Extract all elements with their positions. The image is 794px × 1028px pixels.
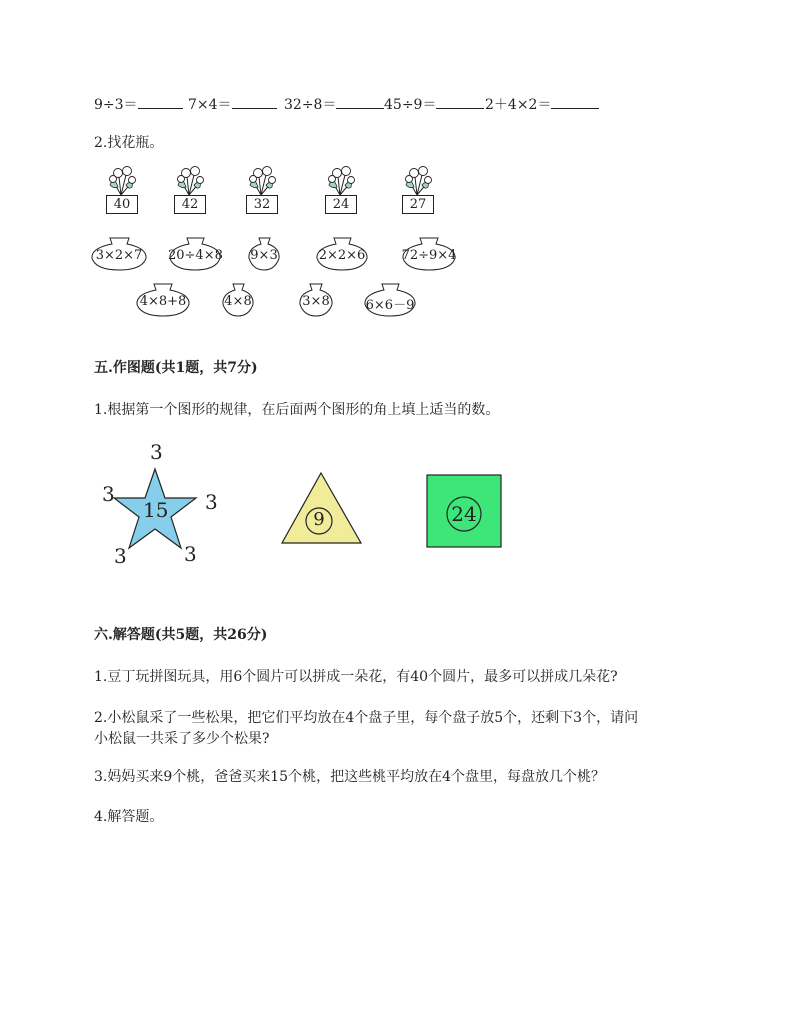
square-figure [426, 474, 502, 548]
question-title: 2.找花瓶。 [94, 135, 164, 151]
flower-vase-tag [323, 165, 359, 215]
question-text: 1.根据第一个图形的规律，在后面两个图形的角上填上适当的数。 [94, 402, 500, 418]
answer-blank[interactable] [551, 95, 599, 109]
question-text: 小松鼠一共采了多少个松果? [94, 731, 270, 747]
flower-number: 40 [106, 195, 138, 214]
vase [168, 236, 222, 272]
star-corner-top: 3 [150, 440, 163, 464]
star-corner-left: 3 [102, 482, 115, 506]
flower-icon [172, 165, 208, 197]
question-text: 3.妈妈买来9个桃，爸爸买来15个桃，把这些桃平均放在4个盘里，每盘放几个桃？ [94, 769, 605, 785]
vase-expression: 2×2×6 [318, 248, 366, 263]
flower-vase-tag [172, 165, 208, 215]
flower-vase-tag [400, 165, 436, 215]
star-corner-bottom-left: 3 [114, 544, 127, 568]
equation-expr: 45÷9＝ [384, 97, 437, 113]
vase [401, 236, 457, 272]
flower-icon [104, 165, 140, 197]
equation-expr: 32÷8＝ [284, 97, 337, 113]
star-corner-right: 3 [205, 490, 218, 514]
square-center-number: 24 [451, 502, 477, 526]
vase [298, 282, 334, 318]
equation-1 [94, 94, 183, 114]
flower-icon [244, 165, 280, 197]
triangle-icon [280, 470, 364, 546]
star-figure [98, 440, 228, 570]
vase [135, 282, 191, 318]
equation-expr: 2＋4×2＝ [485, 97, 552, 113]
flower-icon [323, 165, 359, 197]
equation-expr: 7×4＝ [188, 97, 232, 113]
flower-number: 24 [325, 195, 357, 214]
question-text: 2.小松鼠采了一些松果，把它们平均放在4个盘子里，每个盘子放5个，还剩下3个，请问 [94, 710, 639, 726]
question-text: 4.解答题。 [94, 809, 164, 825]
equation-5 [485, 94, 599, 114]
flower-number: 42 [174, 195, 206, 214]
vase [315, 236, 369, 272]
section-heading: 六.解答题(共5题，共26分) [94, 627, 268, 643]
section-heading: 五.作图题(共1题，共7分) [94, 360, 258, 376]
vase [90, 236, 148, 272]
answer-blank[interactable] [232, 95, 277, 109]
vase-expression: 72÷9×4 [401, 248, 457, 263]
triangle-figure [280, 470, 364, 546]
flower-vase-tag [104, 165, 140, 215]
equation-3 [284, 94, 384, 114]
flower-icon [400, 165, 436, 197]
equation-4 [384, 94, 484, 114]
answer-blank[interactable] [336, 95, 384, 109]
question-text: 1.豆丁玩拼图玩具，用6个圆片可以拼成一朵花，有40个圆片，最多可以拼成几朵花? [94, 669, 618, 685]
equation-expr: 9÷3＝ [94, 97, 138, 113]
vase-expression: 4×8+8 [139, 294, 187, 309]
vase [221, 282, 255, 318]
vase-expression: 9×3 [250, 248, 278, 263]
answer-blank[interactable] [138, 95, 183, 109]
vase-expression: 3×2×7 [95, 248, 143, 263]
answer-blank[interactable] [436, 95, 484, 109]
flower-number: 32 [246, 195, 278, 214]
equation-2 [188, 94, 277, 114]
flower-vase-tag [244, 165, 280, 215]
star-center-number: 15 [143, 498, 169, 522]
triangle-center-number: 9 [313, 509, 325, 530]
vase-expression: 4×8 [224, 294, 252, 309]
vase-expression: 20÷4×8 [168, 248, 223, 263]
star-corner-bottom-right: 3 [184, 542, 197, 566]
vase-expression: 6×6－9 [365, 298, 415, 313]
flower-number: 27 [402, 195, 434, 214]
vase-expression: 3×8 [302, 294, 330, 309]
vase [363, 282, 417, 318]
vase [247, 236, 281, 272]
